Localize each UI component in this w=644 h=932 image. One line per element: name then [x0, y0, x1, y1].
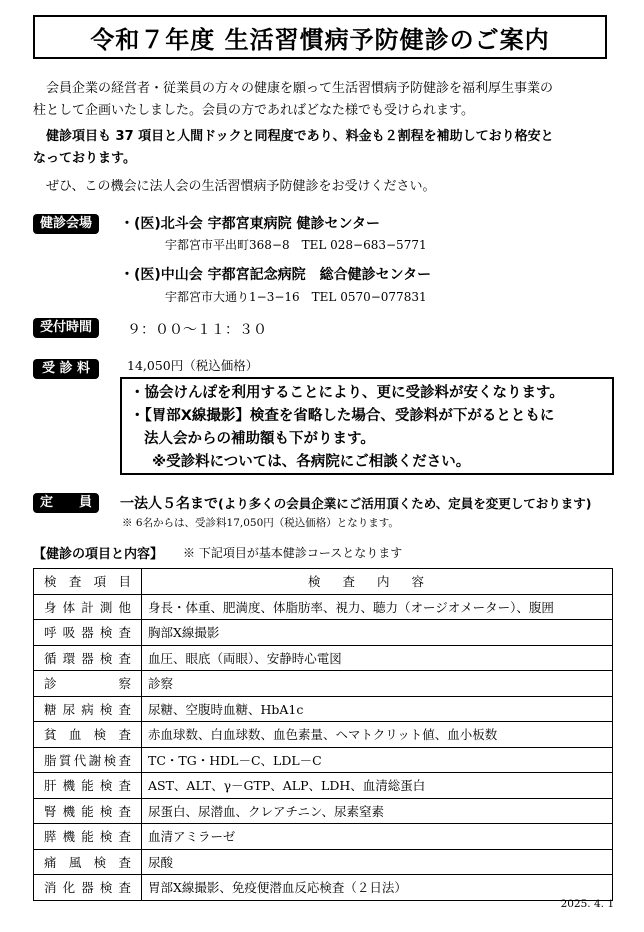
reception-label: 受付時間 — [33, 318, 99, 338]
exam-content: 赤血球数、白血球数、血色素量、ヘマトクリット値、血小板数 — [142, 722, 613, 748]
table-row — [34, 645, 613, 671]
capacity-text — [120, 493, 591, 513]
table-row — [34, 824, 613, 850]
exam-content: 血圧、眼底（両眼）、安静時心電図 — [142, 645, 613, 671]
capacity-label: 定 員 — [33, 493, 99, 513]
table-row — [34, 849, 613, 875]
venue-2-name: ・(医)中山会 宇都宮記念病院 総合健診センター — [120, 267, 432, 283]
fee-notice-2: ・【胃部X線撮影】検査を省略した場合、受診料が下がるとともに — [130, 408, 555, 424]
table-row — [34, 773, 613, 799]
venue-1-address: 宇都宮市平出町368−8 TEL 028−683−5771 — [165, 238, 427, 252]
exam-item: 循環器検査 — [34, 645, 142, 671]
table-row — [34, 722, 613, 748]
table-row — [34, 875, 613, 901]
intro-line-2: 柱として企画いたしました。会員の方であればどなた様でも受けられます。 — [33, 103, 474, 118]
exam-item: 脂質代謝検査 — [34, 747, 142, 773]
exam-content: 尿蛋白、尿潜血、クレアチニン、尿素窒素 — [142, 798, 613, 824]
exam-item: 肝機能検査 — [34, 773, 142, 799]
exam-content: 尿酸 — [142, 849, 613, 875]
venue-label: 健診会場 — [33, 214, 99, 234]
exam-item: 痛風検査 — [34, 849, 142, 875]
exam-item: 糖尿病検査 — [34, 696, 142, 722]
fee-notice-box — [120, 377, 614, 475]
exam-item: 膵機能検査 — [34, 824, 142, 850]
intro-line-3: 健診項目も 37 項目と人間ドックと同程度であり、料金も２割程を補助しており格安と — [46, 129, 554, 144]
exam-content: 胃部X線撮影、免疫便潜血反応検査（２日法） — [142, 875, 613, 901]
fee-notice-3: 法人会からの補助額も下がります。 — [144, 431, 375, 447]
section-note: ※ 下記項目が基本健診コースとなります — [183, 546, 403, 560]
exam-item: 呼吸器検査 — [34, 620, 142, 646]
venue-2-address: 宇都宮市大通り1−3−16 TEL 0570−077831 — [165, 290, 427, 304]
exam-item: 身体計測他 — [34, 594, 142, 620]
header-content: 検査内容 — [142, 569, 613, 595]
fee-label: 受 診 料 — [33, 359, 99, 379]
exam-content: 尿糖、空腹時血糖、HbA1c — [142, 696, 613, 722]
table-row — [34, 798, 613, 824]
capacity-main: 一法人５名まで — [120, 496, 218, 512]
capacity-sub: (より多くの会員企業にご活用頂くため、定員を変更しております) — [218, 496, 592, 511]
exam-item: 診察 — [34, 671, 142, 697]
section-title: 【健診の項目と内容】 — [33, 547, 164, 562]
table-row — [34, 747, 613, 773]
table-row — [34, 594, 613, 620]
page-title: 令和７年度 生活習慣病予防健診のご案内 — [33, 15, 607, 59]
exam-item: 腎機能検査 — [34, 798, 142, 824]
table-row — [34, 671, 613, 697]
exam-items-table — [33, 568, 613, 901]
exam-content: TC・TG・HDL－C、LDL－C — [142, 747, 613, 773]
exam-content: AST、ALT、γ－GTP、ALP、LDH、血清総蛋白 — [142, 773, 613, 799]
header-item: 検査項目 — [34, 569, 142, 595]
intro-line-4: なっております。 — [33, 151, 136, 166]
table-row — [34, 696, 613, 722]
intro-line-1: 会員企業の経営者・従業員の方々の健康を願って生活習慣病予防健診を福利厚生事業の — [46, 81, 554, 96]
exam-content: 胸部X線撮影 — [142, 620, 613, 646]
reception-hours: ９：００～１１：３０ — [127, 322, 267, 338]
exam-content: 身長・体重、肥満度、体脂肪率、視力、聴力（オージオメーター）、腹囲 — [142, 594, 613, 620]
capacity-note: ※ 6名からは、受診料17,050円（税込価格）となります。 — [122, 517, 399, 529]
fee-notice-4: ※受診料については、各病院にご相談ください。 — [152, 454, 471, 470]
exam-content: 診察 — [142, 671, 613, 697]
exam-item: 貧血検査 — [34, 722, 142, 748]
venue-1-name: ・(医)北斗会 宇都宮東病院 健診センター — [120, 216, 380, 232]
table-row — [34, 620, 613, 646]
exam-content: 血清アミラーゼ — [142, 824, 613, 850]
issue-date: 2025. 4. 1 — [560, 898, 614, 910]
fee-notice-1: ・協会けんぽを利用することにより、更に受診料が安くなります。 — [130, 385, 564, 401]
exam-item: 消化器検査 — [34, 875, 142, 901]
fee-value: 14,050円（税込価格） — [127, 358, 259, 373]
table-header-row — [34, 569, 613, 595]
intro-line-5: ぜひ、この機会に法人会の生活習慣病予防健診をお受けください。 — [46, 179, 436, 194]
